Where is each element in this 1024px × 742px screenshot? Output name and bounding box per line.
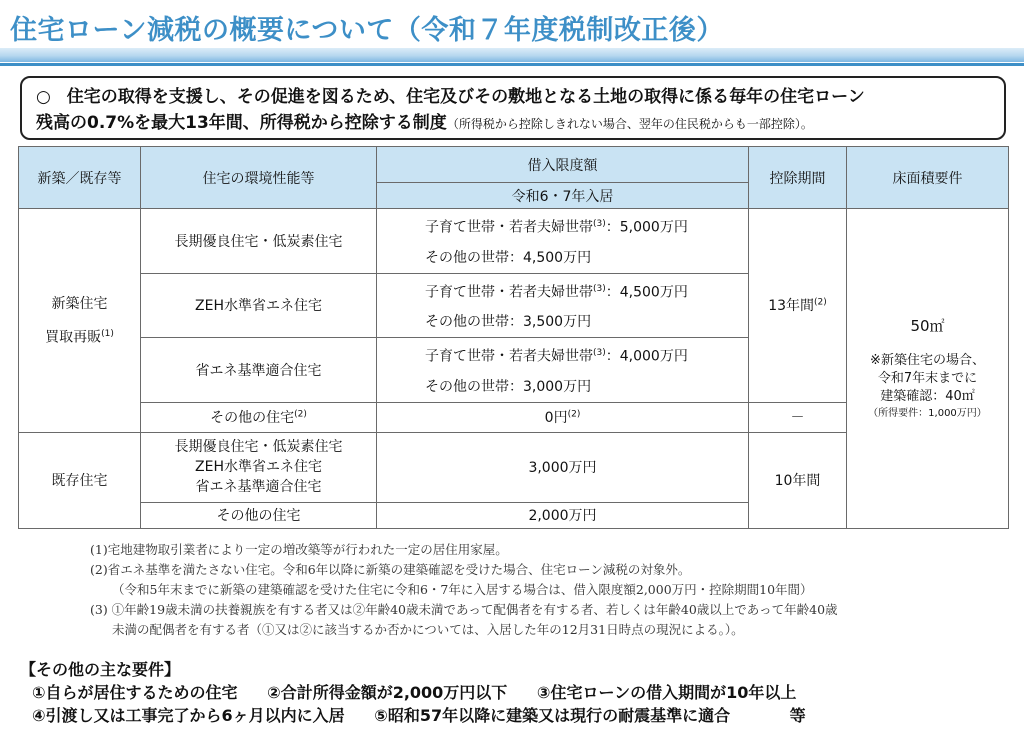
footnote-3b: 未満の配偶者を有する者（①又は②に該当するか否かについては、入居した年の12月31日時点の現況による。）。 [112, 622, 744, 637]
limit-row-2-sup: (3) [593, 283, 606, 294]
existing-env-1: 長期優良住宅・低炭素住宅 [174, 439, 343, 456]
other-requirements [20, 658, 1010, 727]
limit-row-3-a-val: ：4,000万円 [605, 348, 688, 365]
requirements-row-1 [20, 681, 1010, 704]
limit-other-new-text: 0円 [544, 410, 568, 427]
summary-note: （所得税から控除しきれない場合、翌年の住民税からも一部控除）。 [446, 117, 813, 131]
title-underline [0, 63, 1024, 66]
title-band [0, 48, 1024, 62]
area-note [851, 352, 1004, 406]
bullet-icon: ○ [36, 87, 51, 107]
limit-row-3-sup: (3) [593, 348, 606, 359]
limit-row-2-a-val: ：4,500万円 [605, 284, 688, 301]
page-title: 住宅ローン減税の概要について（令和７年度税制改正後） [10, 15, 724, 46]
limit-row-1-b: その他の世帯：4,500万円 [425, 249, 592, 266]
new-period [749, 209, 847, 403]
new-house-label [19, 209, 141, 433]
footnotes [90, 540, 990, 640]
area-main: 50㎡ [910, 317, 945, 336]
summary-box [20, 76, 1006, 140]
requirements-row-2 [20, 704, 1010, 727]
limit-row-2-a-text: 子育て世帯・若者夫婦世帯 [425, 284, 593, 301]
requirement-3: ③住宅ローンの借入期間が10年以上 [536, 683, 797, 702]
other-requirements-heading: 【その他の主な要件】 [20, 660, 181, 679]
new-label-sup: (1) [101, 328, 114, 339]
limit-row-2-b: その他の世帯：3,500万円 [425, 314, 592, 331]
env-row-2: ZEH水準省エネ住宅 [141, 273, 377, 338]
loan-table [18, 146, 1009, 529]
limit-row-2 [377, 273, 749, 338]
env-other-new-text: その他の住宅 [210, 410, 295, 427]
summary-text-2: 残高の0.7%を最大13年間、所得税から控除する制度 [36, 113, 447, 133]
limit-row-1-a [381, 209, 744, 243]
requirement-4: ④引渡し又は工事完了から6ヶ月以内に入居 [32, 706, 345, 725]
env-other-new [141, 402, 377, 432]
new-label-1: 新築住宅 [51, 295, 108, 312]
existing-house-label: 既存住宅 [19, 432, 141, 528]
existing-env-2: ZEH水準省エネ住宅 [195, 459, 322, 476]
header-env: 住宅の環境性能等 [141, 147, 377, 209]
new-label-2-text: 買取再販 [45, 329, 102, 346]
summary-text-1: 住宅の取得を支援し、その促進を図るため、住宅及びその敷地となる土地の取得に係る毎年の住宅ローン [66, 87, 865, 107]
limit-row-1-a-text: 子育て世帯・若者夫婦世帯 [425, 219, 593, 236]
requirement-etc: 等 [789, 706, 806, 725]
limit-row-1-a-val: ：5,000万円 [605, 219, 688, 236]
limit-row-3-b: その他の世帯：3,000万円 [425, 378, 592, 395]
period-other-new: － [749, 402, 847, 432]
existing-other-limit: 2,000万円 [377, 502, 749, 528]
footnote-1: (1)宅地建物取引業者により一定の増改築等が行われた一定の居住用家屋。 [90, 542, 508, 557]
limit-row-3 [377, 338, 749, 403]
limit-other-new-sup: (2) [567, 409, 581, 420]
existing-env-3: 省エネ基準適合住宅 [195, 479, 322, 496]
header-period: 控除期間 [749, 147, 847, 209]
env-other-new-sup: (2) [294, 409, 307, 420]
existing-limit: 3,000万円 [377, 432, 749, 502]
existing-env [141, 432, 377, 502]
existing-other-env: その他の住宅 [141, 502, 377, 528]
existing-period: 10年間 [749, 432, 847, 528]
limit-row-3-a-text: 子育て世帯・若者夫婦世帯 [425, 348, 593, 365]
limit-row-1-sup: (3) [593, 219, 606, 229]
area-note-1: ※新築住宅の場合、 [870, 353, 985, 369]
header-limit-sub: 令和6・7年入居 [377, 183, 749, 209]
limit-other-new [377, 402, 749, 432]
summary-line-2 [36, 110, 992, 137]
requirement-1: ①自らが居住するための住宅 [32, 683, 238, 702]
area-note-2: 令和7年末までに [877, 371, 978, 387]
area-note-3: 建築確認：40㎡ [880, 389, 975, 405]
area-income-note: （所得要件：1,000万円） [868, 408, 987, 420]
env-row-1: 長期優良住宅・低炭素住宅 [141, 209, 377, 274]
footnote-3: (3) ①年齢19歳未満の扶養親族を有する者又は②年齢40歳未満であって配偶者を有する者、若しくは年齢40歳以上であって年齢40歳 [90, 602, 838, 617]
limit-row-3-a [381, 338, 744, 372]
new-period-sup: (2) [814, 297, 827, 308]
header-limit: 借入限度額 [377, 147, 749, 183]
new-label-2 [23, 319, 136, 353]
footnote-2: (2)省エネ基準を満たさない住宅。令和6年以降に新築の建築確認を受けた場合、住宅ローン減税の対象外。 [90, 562, 691, 577]
requirement-5: ⑤昭和57年以降に建築又は現行の耐震基準に適合 [374, 706, 731, 725]
footnote-2b: （令和5年末までに新築の建築確認を受けた住宅に令和6・7年に入居する場合は、借入限度額2,000万円・控除期間10年間） [112, 582, 813, 597]
limit-row-2-a [381, 274, 744, 308]
new-period-text: 13年間 [768, 298, 815, 315]
area-requirement [847, 209, 1009, 529]
header-area: 床面積要件 [847, 147, 1009, 209]
env-row-3: 省エネ基準適合住宅 [141, 338, 377, 403]
header-type: 新築／既存等 [19, 147, 141, 209]
limit-row-1 [377, 209, 749, 274]
requirement-2: ②合計所得金額が2,000万円以下 [267, 683, 508, 702]
summary-line-1 [36, 84, 992, 110]
